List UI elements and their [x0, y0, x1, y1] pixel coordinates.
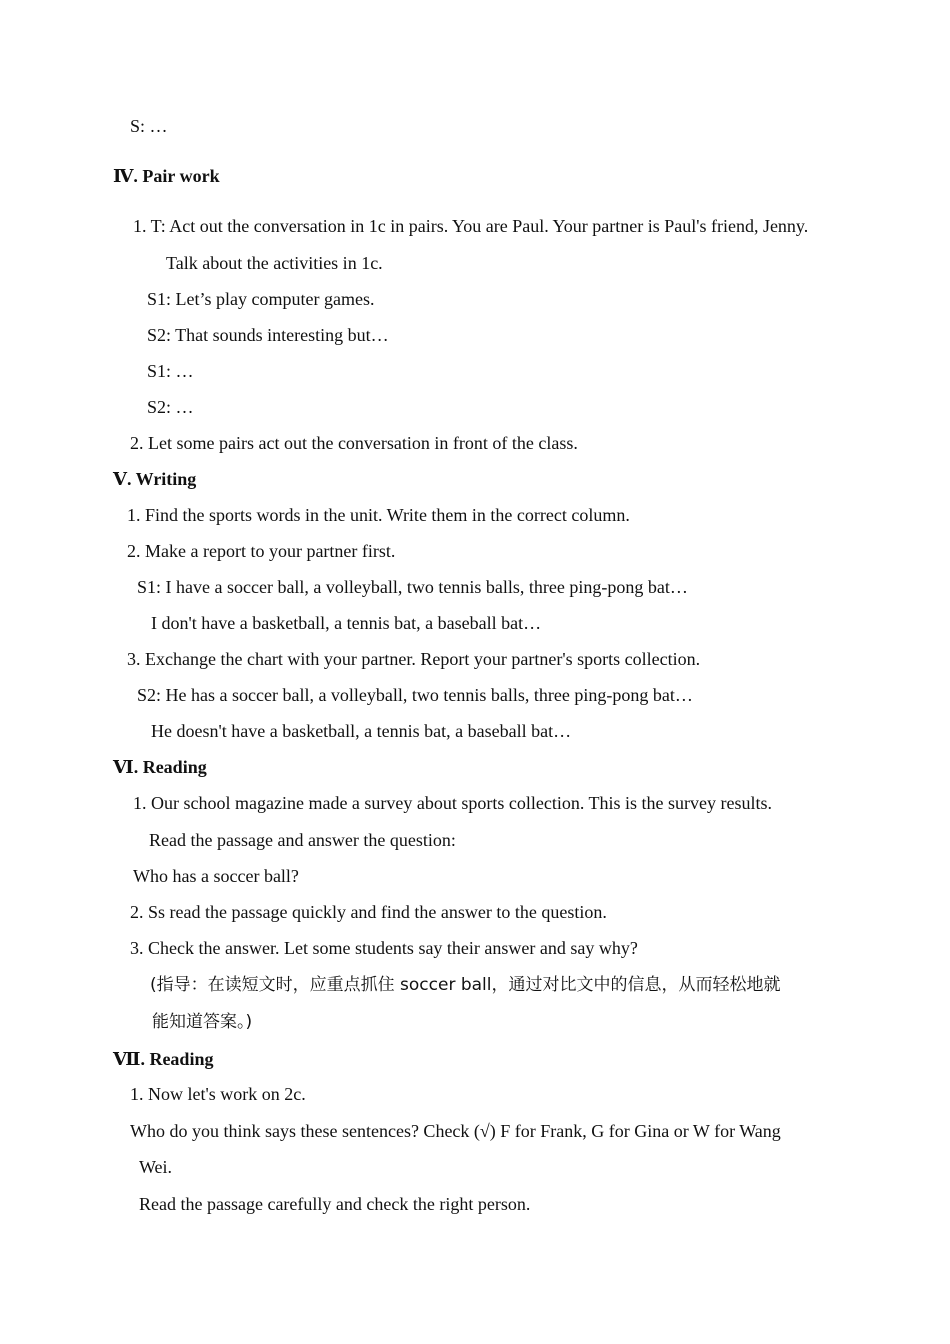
section-heading-pair-work: Ⅳ. Pair work: [113, 166, 220, 186]
section-heading-reading-2: Ⅶ. Reading: [113, 1049, 214, 1069]
reading-item-1-line-1: 1. Our school magazine made a survey about sports collection. This is the survey results.: [133, 793, 773, 813]
report-s2-line-1: S2: He has a soccer ball, a volleyball, two tennis balls, three ping-pong bat…: [137, 685, 693, 705]
pair-work-item-2: 2. Let some pairs act out the conversation in front of the class.: [130, 433, 578, 453]
reading-item-2: 2. Ss read the passage quickly and find the answer to the question.: [130, 902, 607, 922]
reading-item-1-line-2: Read the passage and answer the question:: [149, 830, 456, 850]
reading2-item-1: 1. Now let's work on 2c.: [130, 1084, 306, 1104]
reading2-instruction-line-2: Wei.: [139, 1157, 173, 1177]
reading-question: Who has a soccer ball?: [133, 866, 299, 886]
pair-work-item-1-line-2: Talk about the activities in 1c.: [166, 253, 383, 273]
guidance-note-line-1: (指导：在读短文时，应重点抓住 soccer ball，通过对比文中的信息，从而轻松地就: [150, 975, 781, 995]
guidance-note-line-2: 能知道答案。): [152, 1012, 253, 1032]
writing-item-2: 2. Make a report to your partner first.: [127, 541, 396, 561]
section-heading-reading-1: Ⅵ. Reading: [113, 757, 207, 777]
report-s2-line-2: He doesn't have a basketball, a tennis bat, a baseball bat…: [151, 721, 572, 741]
dialogue-s2-line-1: S2: That sounds interesting but…: [147, 325, 389, 345]
dialogue-s2-line-2: S2: …: [147, 397, 194, 417]
writing-item-1: 1. Find the sports words in the unit. Write them in the correct column.: [127, 505, 630, 525]
dialogue-s1-line-2: S1: …: [147, 361, 194, 381]
reading2-instruction-line-3: Read the passage carefully and check the right person.: [139, 1194, 531, 1214]
dialogue-s1-line-1: S1: Let’s play computer games.: [147, 289, 375, 309]
writing-item-3: 3. Exchange the chart with your partner. Report your partner's sports collection.: [127, 649, 701, 669]
pair-work-item-1-line-1: 1. T: Act out the conversation in 1c in pairs. You are Paul. Your partner is Paul's friend, Jenny.: [133, 216, 809, 236]
section-heading-writing: Ⅴ. Writing: [113, 469, 197, 489]
s-line: S: …: [130, 116, 168, 136]
reading2-instruction-line-1: Who do you think says these sentences? Check (√) F for Frank, G for Gina or W for Wang: [130, 1121, 781, 1141]
report-s1-line-1: S1: I have a soccer ball, a volleyball, two tennis balls, three ping-pong bat…: [137, 577, 688, 597]
report-s1-line-2: I don't have a basketball, a tennis bat, a baseball bat…: [151, 613, 542, 633]
reading-item-3: 3. Check the answer. Let some students say their answer and say why?: [130, 938, 638, 958]
